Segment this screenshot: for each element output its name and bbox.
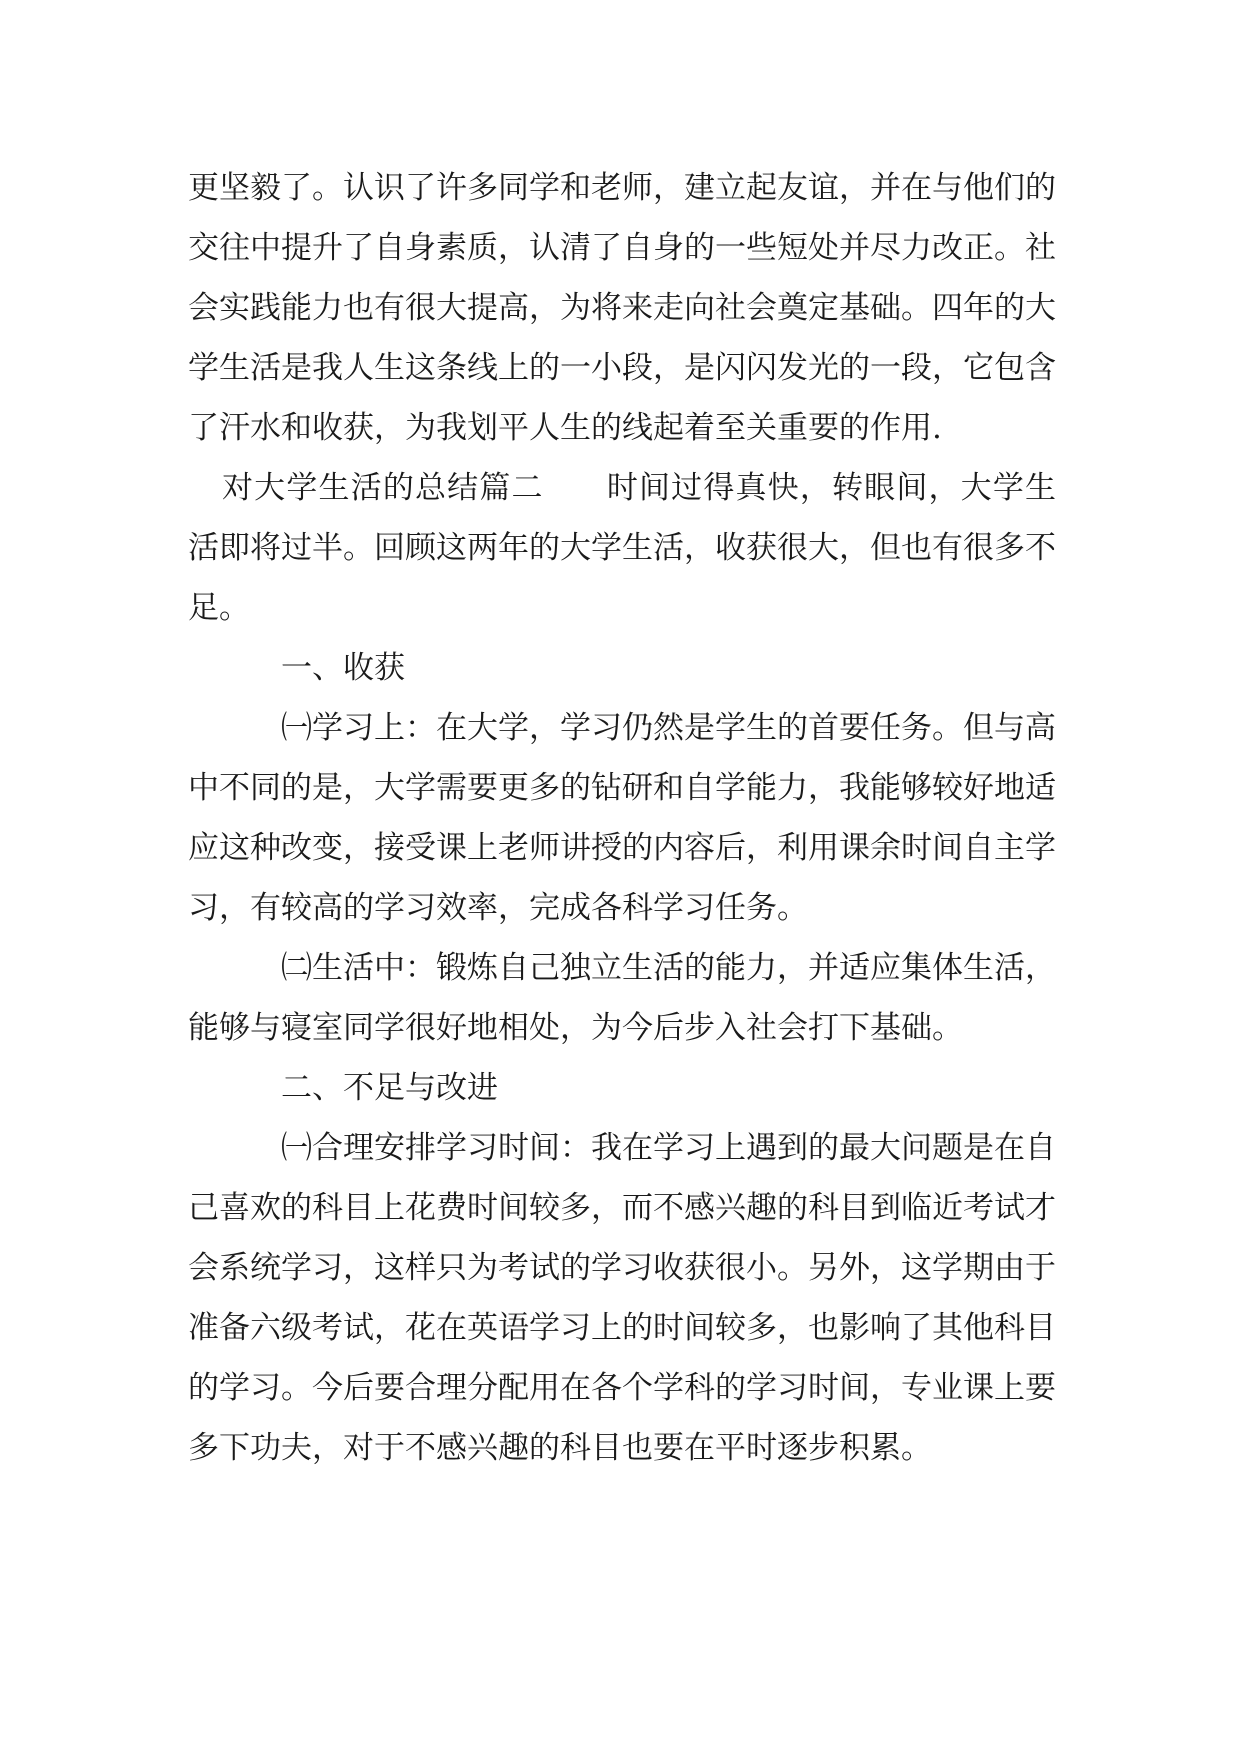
paragraph-study: ㈠学习上：在大学，学习仍然是学生的首要任务。但与高中不同的是，大学需要更多的钻研和自学能力，我能够较好地适应这种改变，接受课上老师讲授的内容后，利用课余时间自主学习，有较高的学习效率，完成各科学习任务。 bbox=[188, 710, 1056, 926]
paragraph-continuation: 更坚毅了。认识了许多同学和老师，建立起友谊，并在与他们的交往中提升了自身素质，认清了自身的一些短处并尽力改正。社会实践能力也有很大提高，为将来走向社会奠定基础。四年的大学生活是我人生这条线上的一小段，是闪闪发光的一段，它包含了汗水和收获，为我划平人生的线起着至关重要的作用. bbox=[188, 170, 1056, 446]
heading-gains: 一、收获 bbox=[281, 650, 405, 686]
section-two-body: 时间过得真快，转眼间，大学生活即将过半。回顾这两年的大学生活，收获很大，但也有很多不足。 bbox=[188, 470, 1057, 626]
heading-shortcomings: 二、不足与改进 bbox=[281, 1070, 498, 1106]
document-body bbox=[188, 158, 1056, 1478]
section-two-title: 对大学生活的总结篇二 bbox=[222, 470, 544, 506]
paragraph-time-management: ㈠合理安排学习时间：我在学习上遇到的最大问题是在自己喜欢的科目上花费时间较多，而不感兴趣的科目到临近考试才会系统学习，这样只为考试的学习收获很小。另外，这学期由于准备六级考试，花在英语学习上的时间较多，也影响了其他科目的学习。今后要合理分配用在各个学科的学习时间，专业课上要多下功夫，对于不感兴趣的科目也要在平时逐步积累。 bbox=[188, 1130, 1056, 1466]
paragraph-section-two-intro bbox=[188, 458, 1056, 638]
paragraph-life: ㈡生活中：锻炼自己独立生活的能力，并适应集体生活，能够与寝室同学很好地相处，为今后步入社会打下基础。 bbox=[188, 950, 1056, 1046]
